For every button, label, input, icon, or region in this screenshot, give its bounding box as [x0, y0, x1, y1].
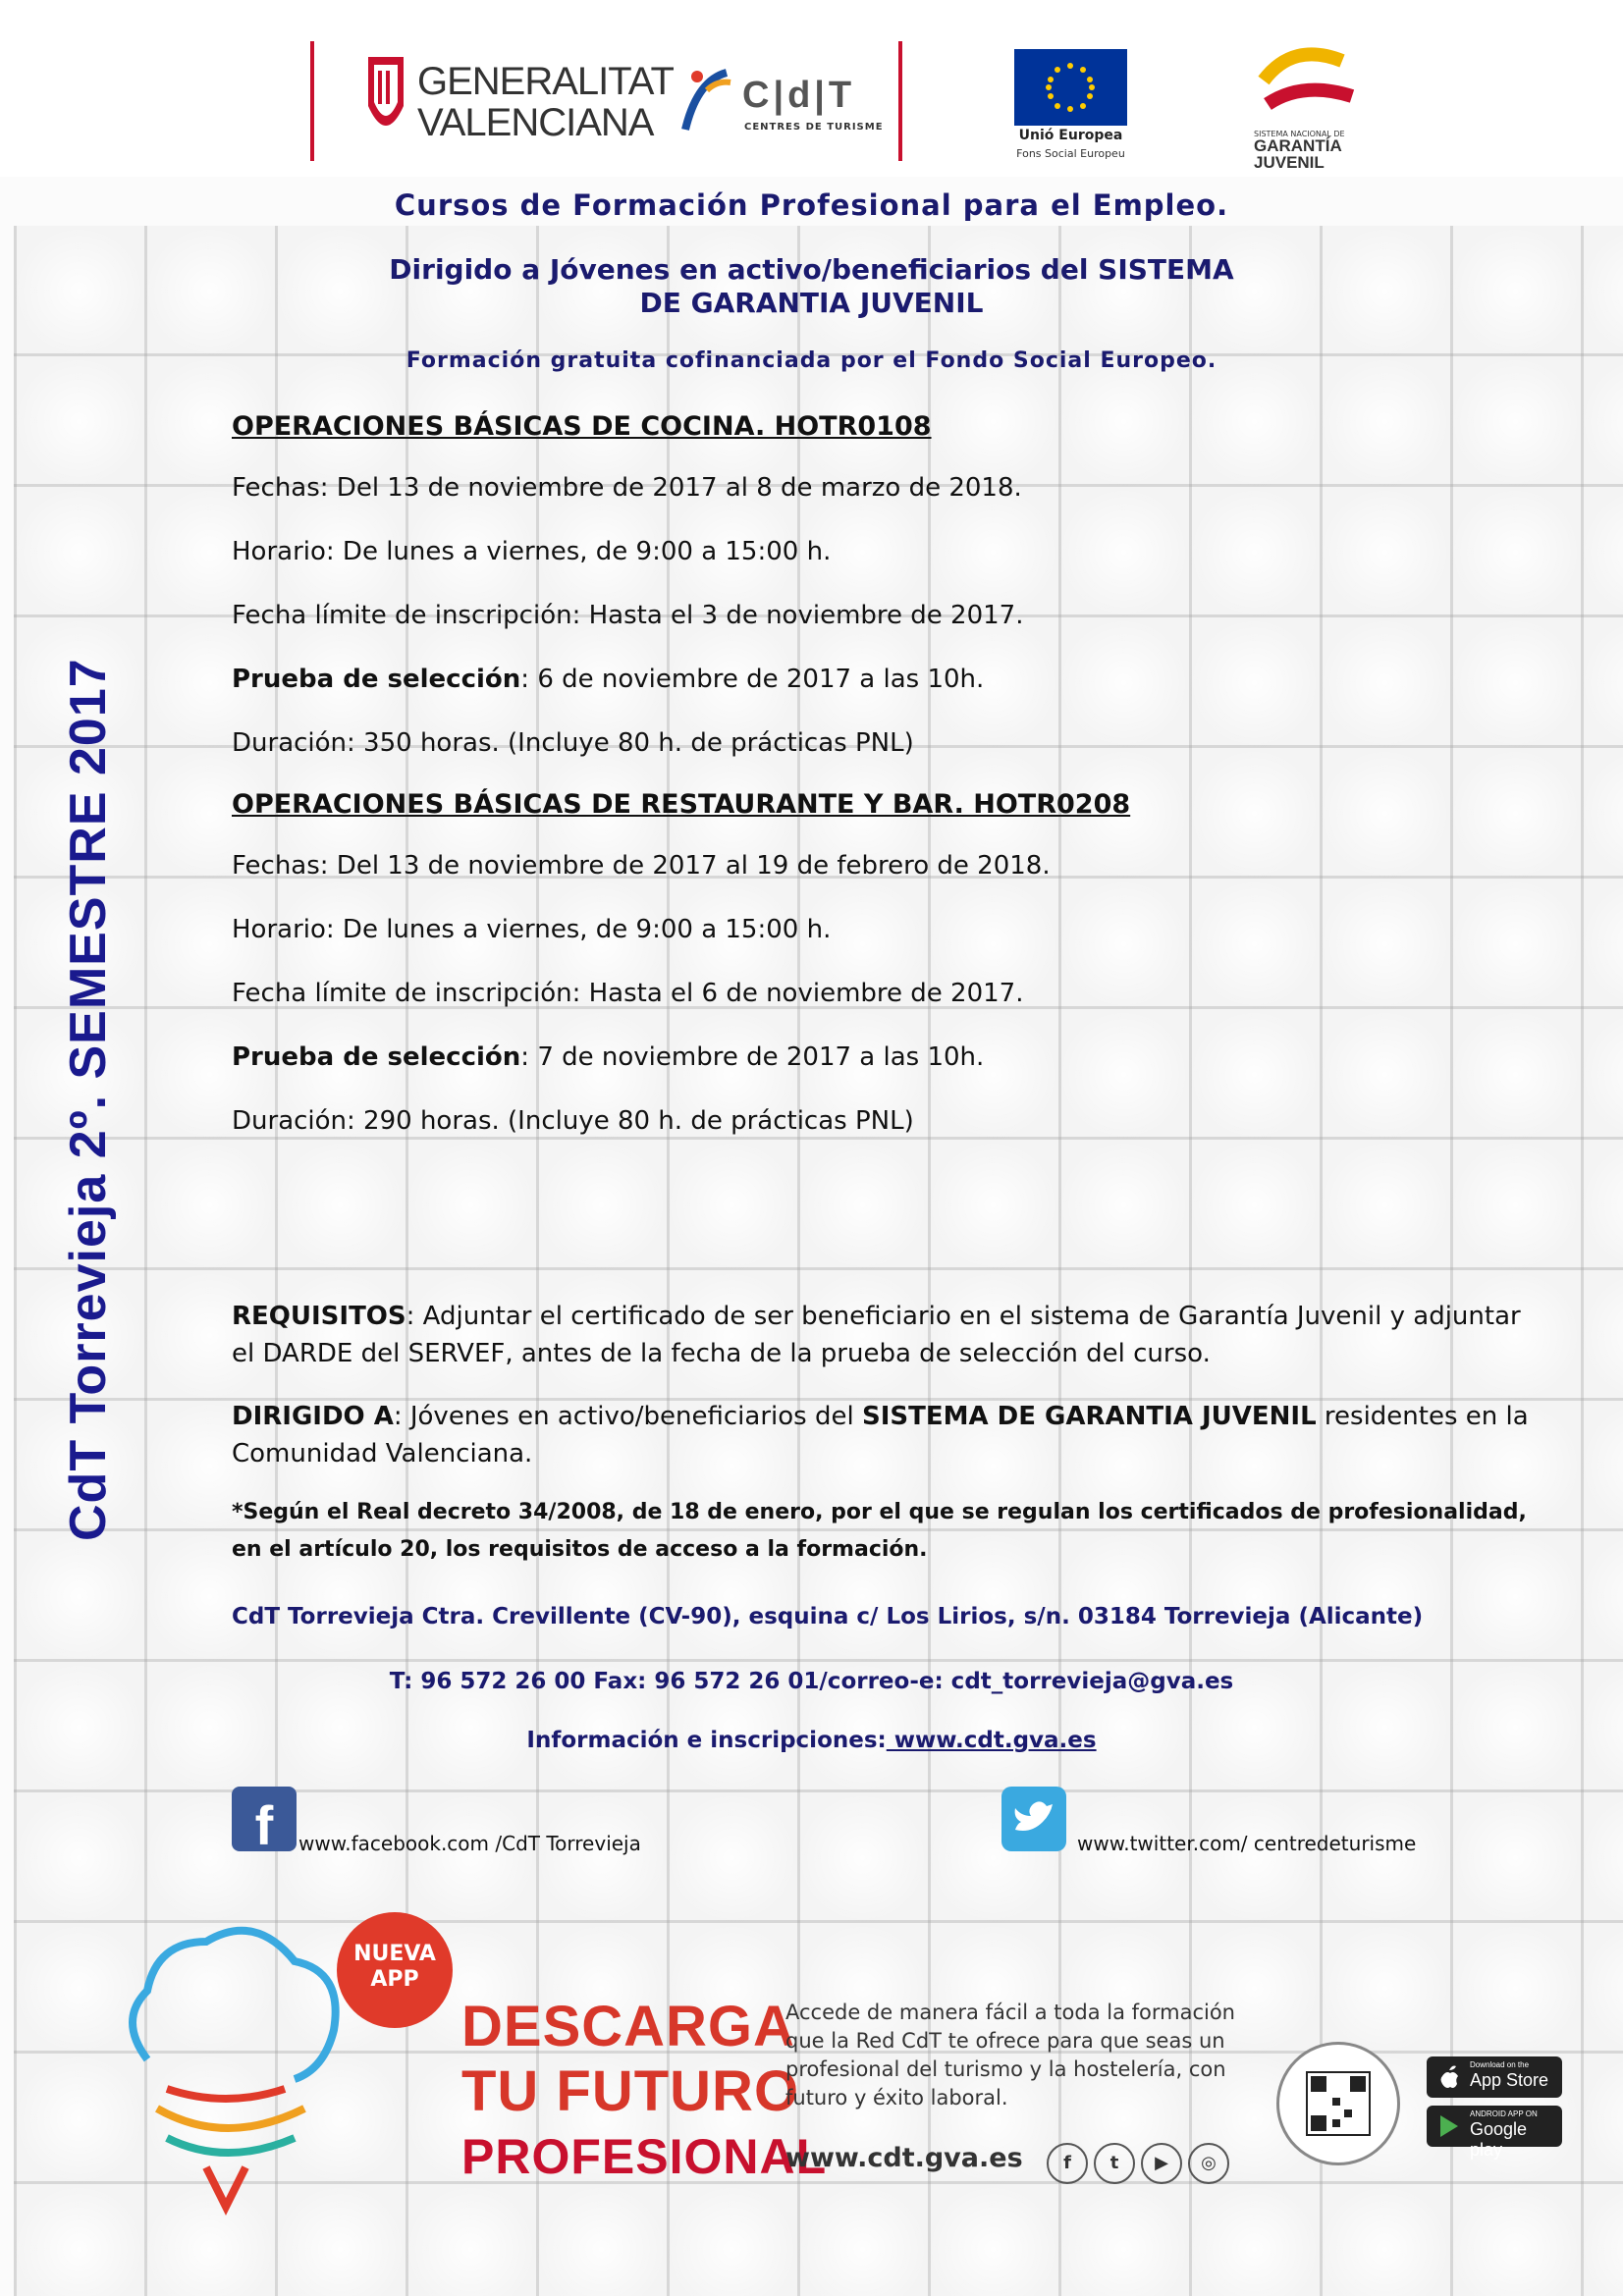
- facebook-icon[interactable]: f: [232, 1787, 297, 1851]
- logo-header: [0, 0, 1623, 177]
- course-dates: Fechas: Del 13 de noviembre de 2017 al 19 de febrero de 2018.: [232, 851, 1051, 881]
- target-audience-text: DIRIGIDO A: Jóvenes en activo/beneficiarios del SISTEMA DE GARANTIA JUVENIL residentes en la Comunidad Valenciana.: [232, 1402, 1529, 1468]
- course-restaurante: [232, 775, 1538, 1153]
- garantia-juvenil-small-text: SISTEMA NACIONAL DE: [1254, 130, 1345, 138]
- course-duration: Duración: 350 horas. (Incluye 80 h. de prácticas PNL): [232, 728, 914, 758]
- cdt-logo-subtitle: CENTRES DE TURISME: [744, 122, 884, 133]
- side-semester-label: CdT Torrevieja 2º. SEMESTRE 2017: [60, 658, 117, 1541]
- facebook-link[interactable]: www.facebook.com /CdT Torrevieja: [298, 1832, 641, 1855]
- course-content: [232, 398, 1538, 1153]
- contact-info-line: Información e inscripciones: www.cdt.gva.es: [526, 1728, 1097, 1753]
- instagram-round-icon[interactable]: ◎: [1188, 2143, 1229, 2184]
- funding-note: Formación gratuita cofinanciada por el Fondo Social Europeo.: [406, 348, 1217, 373]
- twitter-icon[interactable]: [1001, 1787, 1066, 1851]
- generalitat-crest-icon: [358, 47, 413, 155]
- course-title: OPERACIONES BÁSICAS DE COCINA. HOTR0108: [232, 411, 932, 442]
- google-play-icon: [1438, 2113, 1460, 2139]
- facebook-round-icon[interactable]: f: [1047, 2143, 1088, 2184]
- legal-note: *Según el Real decreto 34/2008, de 18 de enero, por el que se regulan los certificados de profesionalidad, en el artículo 20, los requisitos de acceso a la formación.: [232, 1500, 1527, 1562]
- course-deadline: Fecha límite de inscripción: Hasta el 6 de noviembre de 2017.: [232, 979, 1024, 1008]
- eu-flag-icon: [1014, 49, 1127, 126]
- youtube-round-icon[interactable]: ▶: [1141, 2143, 1182, 2184]
- target-audience-heading: Dirigido a Jóvenes en activo/beneficiarios del SISTEMA DE GARANTIA JUVENIL: [389, 253, 1234, 319]
- red-divider: [310, 41, 314, 161]
- requirements-text: REQUISITOS: Adjuntar el certificado de ser beneficiario en el sistema de Garantía Juvenil y adjuntar el DARDE del SERVEF, antes de la fecha de la prueba de selección del curso.: [232, 1302, 1521, 1368]
- apple-icon: [1438, 2064, 1460, 2090]
- course-title: OPERACIONES BÁSICAS DE RESTAURANTE Y BAR. HOTR0208: [232, 789, 1131, 820]
- garantia-juvenil-emblem-icon: [1254, 41, 1362, 130]
- qr-code-icon: [1276, 2042, 1400, 2165]
- website-link[interactable]: www.cdt.gva.es: [886, 1728, 1097, 1753]
- course-selection-test: Prueba de selección: 7 de noviembre de 2017 a las 10h.: [232, 1042, 985, 1072]
- eu-sublabel: Fons Social Europeu: [1016, 147, 1125, 160]
- chef-hat-download-icon: [108, 1912, 363, 2236]
- app-store-button[interactable]: Download on the App Store: [1427, 2056, 1562, 2098]
- twitter-round-icon[interactable]: t: [1094, 2143, 1135, 2184]
- cdt-logo-text: C|d|T: [742, 75, 856, 116]
- cdt-swirl-icon: [677, 61, 736, 139]
- course-schedule: Horario: De lunes a viernes, de 9:00 a 15:00 h.: [232, 537, 832, 566]
- app-website[interactable]: www.cdt.gva.es: [785, 2143, 1023, 2173]
- generalitat-logo-text: GENERALITAT VALENCIANA: [417, 60, 674, 144]
- course-cocina: [232, 398, 1538, 775]
- contact-phones[interactable]: T: 96 572 26 00 Fax: 96 572 26 01/correo-e: cdt_torrevieja@gva.es: [389, 1669, 1234, 1694]
- garantia-juvenil-logo-text: GARANTÍA JUVENIL: [1254, 136, 1342, 172]
- requirements-section: [232, 1298, 1538, 1590]
- app-headline: DESCARGA TU FUTURO PROFESIONAL: [461, 1995, 828, 2184]
- google-play-button[interactable]: ANDROID APP ON Google play: [1427, 2106, 1562, 2147]
- course-deadline: Fecha límite de inscripción: Hasta el 3 de noviembre de 2017.: [232, 601, 1024, 630]
- contact-address: CdT Torrevieja Ctra. Crevillente (CV-90), esquina c/ Los Lirios, s/n. 03184 Torrevieja (Alicante): [232, 1604, 1424, 1629]
- twitter-link[interactable]: www.twitter.com/ centredeturisme: [1077, 1832, 1417, 1855]
- page-title: Cursos de Formación Profesional para el Empleo.: [394, 188, 1229, 222]
- red-divider: [898, 41, 902, 161]
- app-description: Accede de manera fácil a toda la formación que la Red CdT te ofrece para que seas un profesional del turismo y la hostelería, con futuro y éxito laboral.: [785, 2001, 1235, 2109]
- eu-label: Unió Europea: [1018, 128, 1123, 143]
- course-selection-test: Prueba de selección: 6 de noviembre de 2017 a las 10h.: [232, 665, 985, 694]
- new-app-badge: NUEVA APP: [337, 1912, 453, 2028]
- course-dates: Fechas: Del 13 de noviembre de 2017 al 8 de marzo de 2018.: [232, 473, 1022, 503]
- course-duration: Duración: 290 horas. (Incluye 80 h. de prácticas PNL): [232, 1106, 914, 1136]
- course-schedule: Horario: De lunes a viernes, de 9:00 a 15:00 h.: [232, 915, 832, 944]
